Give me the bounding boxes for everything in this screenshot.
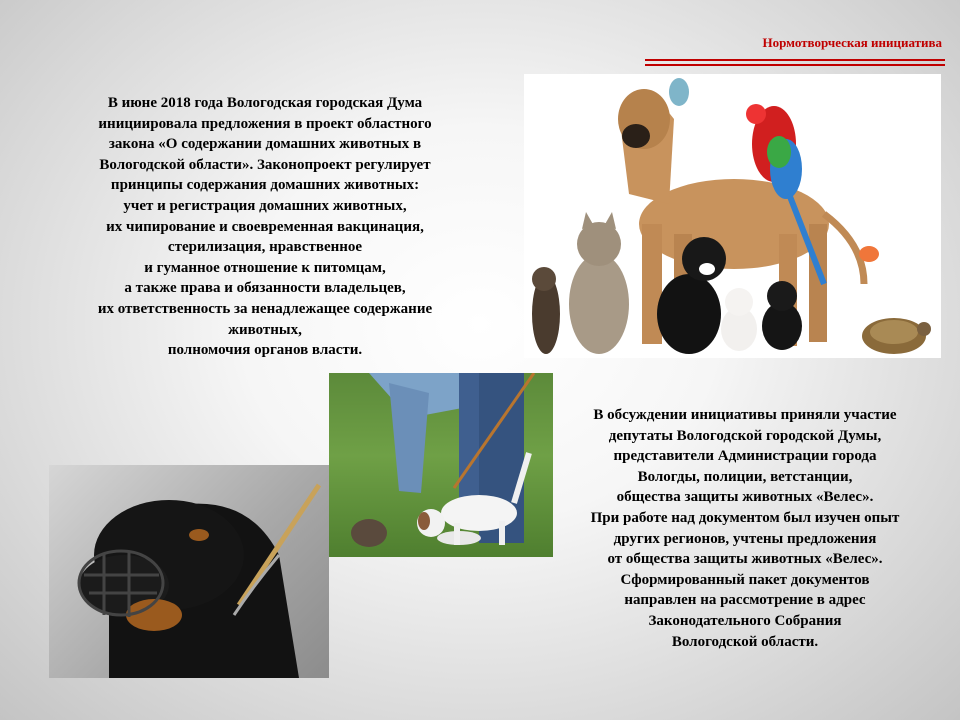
- text-line: их чипирование и своевременная вакцинация,: [106, 218, 424, 235]
- text-line: Законодательного Собрания: [648, 612, 842, 629]
- black-kitten-figure: [762, 281, 802, 350]
- text-line: инициировала предложения в проект областного: [98, 115, 432, 132]
- text-line: направлен на рассмотрение в адрес: [624, 592, 866, 609]
- text-line: общества защиты животных «Велес».: [616, 489, 874, 506]
- intro-paragraph: [62, 93, 468, 361]
- header-divider-top: [645, 59, 945, 61]
- text-line: учет и регистрация домашних животных,: [123, 197, 407, 214]
- white-kitten-figure: [721, 288, 757, 351]
- text-line: депутаты Вологодской городской Думы,: [608, 427, 882, 444]
- text-line: Вологодской области.: [671, 633, 819, 650]
- text-line: Сформированный пакет документов: [620, 571, 870, 588]
- text-line: от общества защиты животных «Велес».: [607, 551, 883, 568]
- person-walking-dog-photo: [329, 373, 553, 557]
- text-line: закона «О содержании домашних животных в: [108, 136, 422, 153]
- text-line: Вологодской области». Законопроект регулирует: [99, 156, 431, 173]
- text-line: а также права и обязанности владельцев,: [124, 280, 406, 297]
- text-line: В обсуждении инициативы приняли участие: [593, 407, 897, 423]
- text-line: других регионов, учтены предложения: [613, 530, 877, 547]
- muzzled-rottweiler-photo: [49, 465, 329, 678]
- text-line: их ответственность за ненадлежащее содержание: [97, 300, 433, 317]
- text-line: животных,: [228, 321, 302, 338]
- discussion-paragraph: [555, 405, 935, 652]
- text-line: представители Администрации города: [613, 448, 877, 465]
- ferret-figure: [532, 267, 560, 354]
- text-line: стерилизация, нравственное: [167, 239, 363, 256]
- header-divider-bottom: [645, 64, 945, 66]
- text-line: полномочия органов власти.: [167, 342, 363, 359]
- text-line: принципы содержания домашних животных:: [110, 177, 420, 194]
- tortoise-figure: [862, 318, 931, 354]
- pets-group-photo: [524, 74, 941, 358]
- small-bird-figure: [669, 78, 689, 106]
- text-line: В июне 2018 года Вологодская городская Дума: [107, 95, 423, 111]
- text-line: Вологды, полиции, ветстанции,: [637, 468, 853, 485]
- rottweiler-figure: [79, 500, 299, 678]
- tabby-cat-figure: [569, 212, 629, 354]
- text-line: При работе над документом был изучен опыт: [590, 509, 900, 526]
- header-title: Нормотворческая инициатива: [762, 35, 942, 50]
- text-line: и гуманное отношение к питомцам,: [144, 259, 386, 276]
- small-bird-figure: [859, 246, 879, 262]
